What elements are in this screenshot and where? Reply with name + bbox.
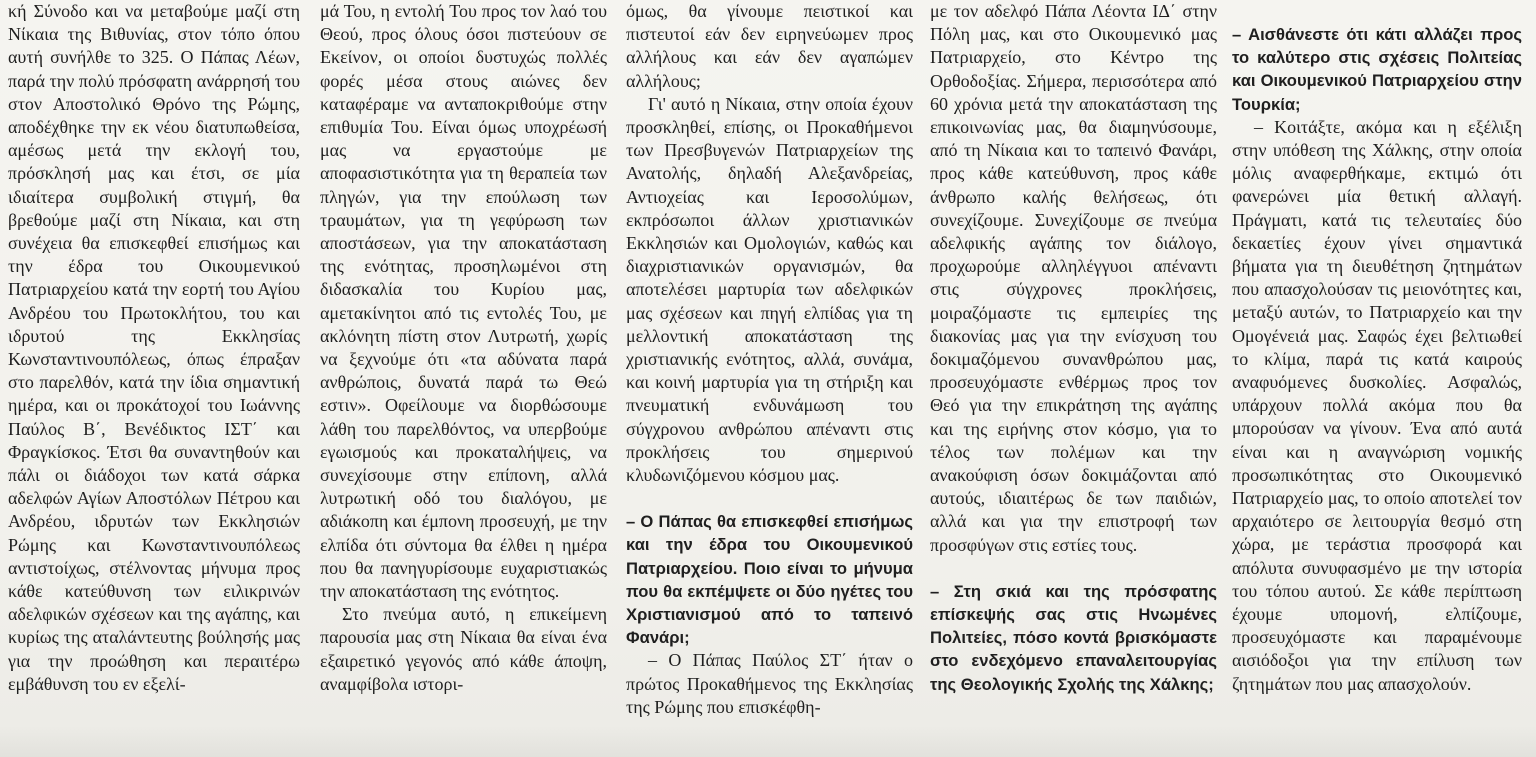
interview-question: – Στη σκιά και της πρόσφατης επίσκεψής σας στις Ηνωμένες Πολιτείες, πόσο κοντά βρισκόμαστε στο ενδεχόμενο επαναλειτουργίας της Θεολογικής Σχολής της Χάλκης; [930,581,1217,694]
text-column-5 [1232,0,1522,720]
page-bottom-margin [0,726,1536,757]
paragraph: όμως, θα γίνουμε πειστικοί και πιστευτοί εάν δεν ειρηνεύωμεν προς αλλήλους και εάν δεν αγαπώμεν αλλήλους; [626,1,913,91]
text-column-3 [626,0,913,720]
paragraph: κή Σύνοδο και να μεταβούμε μαζί στη Νίκαια της Βιθυνίας, στον τόπο όπου αυτή συνήλθε το 325. Ο Πάπας Λέων, παρά την πολύ πρόσφατη ανάρρησή του στον Αποστολικό Θρόνο της Ρώμης, αποδέχθηκε την εκ νέου διατυπωθείσα, αμέσως μετά την εκλογή του, πρόσκλησή μας και έτσι, σε μία ιδιαίτερα συμβολική στιγμή, θα βρεθούμε μαζί στη Νίκαια, και στη συνέχεια θα επισκεφθεί επισήμως και την έδρα του Οικουμενικού Πατριαρχείου κατά την εορτή του Αγίου Ανδρέου του Πρωτοκλήτου, του και ιδρυτού της Εκκλησίας Κωνσταντινουπόλεως, όπως έπραξαν στο παρελθόν, κατά την ίδια σημαντική ημέρα, και οι προκάτοχοί του Ιωάννης Παύλος Β΄, Βενέδικτος ΙΣΤ΄ και Φραγκίσκος. Έτσι θα συναντηθούν και πάλι οι διάδοχοι των κατά σάρκα αδελφών Αγίων Αποστόλων Πέτρου και Ανδρέου, ιδρυτών των Εκκλησιών Ρώμης και Κωνσταντινουπόλεως αντιστοίχως, στέλνοντας μήνυμα προς κάθε κατεύθυνση των ειλικρινών αδελφικών σχέσεων και της αγάπης, και κυρίως της αταλάντευτης βούλησής μας για την προώθηση και περαιτέρω εμβάθυνση του εν εξελί- [8,1,300,694]
interview-answer: – Κοιτάξτε, ακόμα και η εξέλιξη στην υπόθεση της Χάλκης, στην οποία μόλις αναφερθήκαμε, εκτιμώ ότι φανερώνει μία θετική αλλαγή. Πράγματι, κατά τις τελευταίες δύο δεκαετίες έχουν γίνει σημαντικά βήματα για τη διευθέτηση ζητημάτων που απασχολούσαν τις μειονότητες και, μεταξύ αυτών, το Πατριαρχείο και την Ομογένειά μας. Σαφώς έχει βελτιωθεί το κλίμα, παρά τις κατά καιρούς αναφυόμενες δυσκολίες. Ασφαλώς, υπάρχουν πολλά ακόμα που θα μπορούσαν να γίνουν. Ένα από αυτά είναι και η αναγνώριση νομικής προσωπικότητας στο Οικουμενικό Πατριαρχείο μας, το οποίο αποτελεί τον αρχαιότερο σε λειτουργία θεσμό στη χώρα, με τεράστια προσφορά και απόλυτα συνυφασμένο με την ιστορία του τόπου αυτού. Σε κάθε περίπτωση έχουμε υπομονή, ελπίζουμε, προσευχόμαστε και παραμένουμε αισιόδοξοι για την επίλυση των ζητημάτων που μας απασχολούν. [1232,116,1522,694]
text-column-4 [930,0,1217,720]
paragraph: μά Του, η εντολή Του προς τον λαό του Θεού, προς όλους όσοι πιστεύουν σε Εκείνον, οι οποίοι δυστυχώς πολλές φορές μέσα στους αιώνες δεν καταφέραμε να ανταποκριθούμε στην επιθυμία Του. Είναι όμως υποχρέωσή μας να εργαστούμε με αποφασιστικότητα για τη θεραπεία των πληγών, για την επούλωση των τραυμάτων, για τη γεφύρωση των αποστάσεων, για την αποκατάσταση της ενότητας, προσηλωμένοι στη διδασκαλία του Κυρίου μας, αμετακίνητοι από τις εντολές Του, με ακλόνητη πίστη στον Λυτρωτή, χωρίς να ξεχνούμε ότι «τα αδύνατα παρά ανθρώποις, δυνατά παρά τω Θεώ εστιν». Οφείλουμε να διορθώσουμε λάθη του παρελθόντος, να υπερβούμε εγωισμούς και προκαταλήψεις, να συνεχίσουμε στην επίπονη, αλλά λυτρωτική οδό του διαλόγου, με αδιάκοπη και έμπονη προσευχή, με την ελπίδα ότι σύντομα θα έλθει η ημέρα που θα πανηγυρίσουμε ευχαριστιακώς την αποκατάσταση της ενότητος. [320,1,607,602]
paragraph: Στο πνεύμα αυτό, η επικείμενη παρουσία μας στη Νίκαια θα είναι ένα εξαιρετικό γεγονός από κάθε άποψη, αναμφίβολα ιστορι- [320,604,607,694]
interview-question: – Ο Πάπας θα επισκεφθεί επισήμως και την έδρα του Οικουμενικού Πατριαρχείου. Ποιο είναι το μήνυμα που θα εκπέμψετε οι δύο ηγέτες του Χριστιανισμού από το ταπεινό Φανάρι; [626,512,913,648]
paragraph: με τον αδελφό Πάπα Λέοντα ΙΔ΄ στην Πόλη μας, και στο Οικουμενικό μας Πατριαρχείο, στο Κέντρο της Ορθοδοξίας. Σήμερα, περισσότερα από 60 χρόνια μετά την αποκατάσταση της επικοινωνίας μας, θα διαμηνύσουμε, από τη Νίκαια και το ταπεινό Φανάρι, προς κάθε κατεύθυνση, προς κάθε άνθρωπο καλής θελήσεως, ότι συνεχίζουμε. Συνεχίζουμε σε πνεύμα αδελφικής αγάπης τον διάλογο, προχωρούμε αλληλέγγυοι απέναντι στις σύγχρονες προκλήσεις, μοιραζόμαστε τις εμπειρίες της διακονίας μας για την ενίσχυση του δοκιμαζόμενου συνανθρώπου μας, προσευχόμαστε ενθέρμως προς τον Θεό για την επικράτηση της αγάπης και της ειρήνης στον κόσμο, για το τέλος των πολέμων και την ανακούφιση όσων δοκιμάζονται από αυτούς, ιδιαιτέρως δε των παιδιών, αλλά και για την επιστροφή των προσφύγων στις εστίες τους. [930,1,1217,555]
text-column-1 [8,0,300,720]
paragraph: Γι' αυτό η Νίκαια, στην οποία έχουν προσκληθεί, επίσης, οι Προκαθήμενοι των Πρεσβυγενών Πατριαρχείων της Ανατολής, δηλαδή Αλεξανδρείας, Αντιοχείας και Ιεροσολύμων, εκπρόσωποι άλλων χριστιανικών Εκκλησιών και Ομολογιών, καθώς και διαχριστιανικών οργανισμών, θα αποτελέσει μαρτυρία των αδελφικών μας σχέσεων και πηγή ελπίδας για τη μελλοντική αποκατάσταση της χριστιανικής ενότητος, αλλά, συνάμα, και κοινή μαρτυρία για τη στήριξη και πνευματική ενδυνάμωση του σύγχρονου ανθρώπου απέναντι στις προκλήσεις του σημερινού κλυδωνιζόμενου κόσμου μας. [626,93,913,486]
text-column-2 [320,0,607,720]
interview-question: – Αισθάνεστε ότι κάτι αλλάζει προς το καλύτερο στις σχέσεις Πολιτείας και Οικουμενικού Πατριαρχείου στην Τουρκία; [1232,25,1522,114]
interview-answer: – Ο Πάπας Παύλος ΣΤ΄ ήταν ο πρώτος Προκαθήμενος της Εκκλησίας της Ρώμης που επισκέφθη- [626,650,913,717]
